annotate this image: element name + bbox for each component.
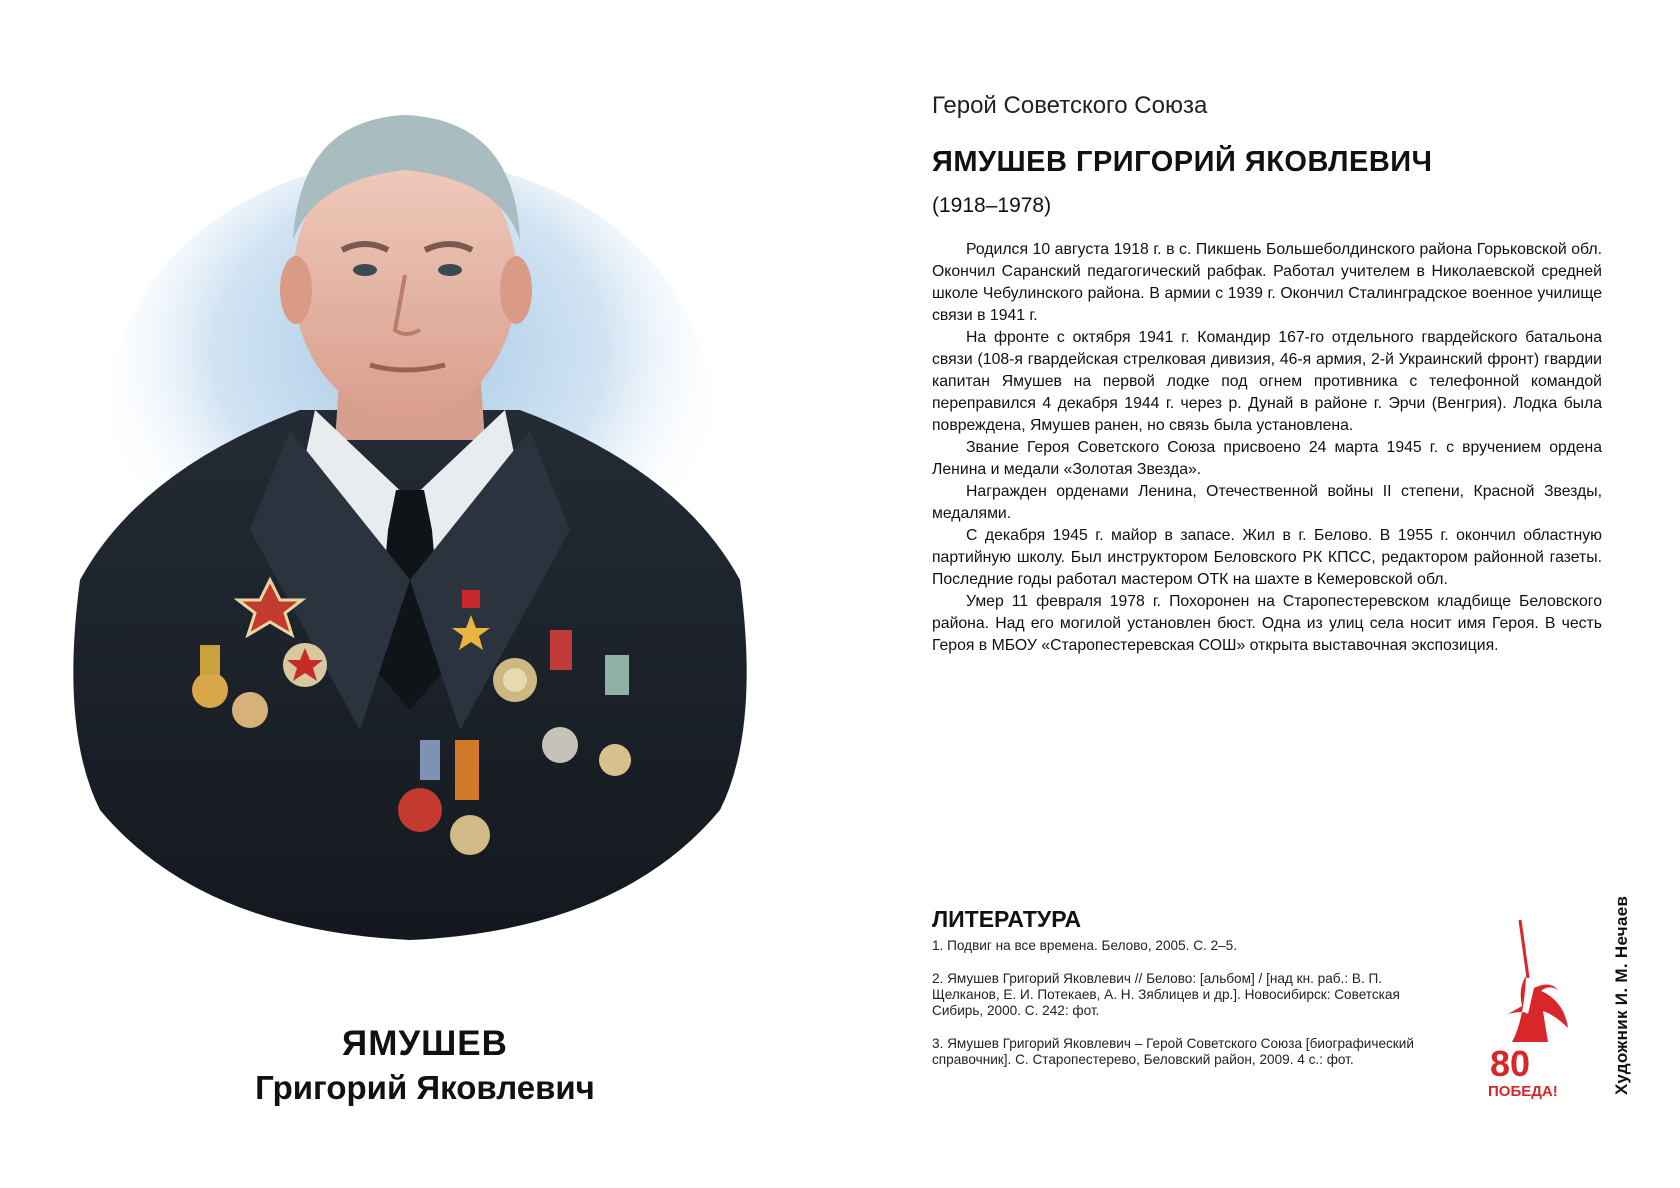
motherland-statue-icon [1488, 918, 1570, 1100]
portrait-painting [60, 110, 760, 990]
literature-item: 1. Подвиг на все времена. Белово, 2005. С. 2–5. [932, 938, 1238, 953]
literature-item: 3. Ямушев Григорий Яковлевич – Герой Советского Союза [биографический справочник]. С. Старопестерево, Беловский район, 2009. 4 с.: фот. [932, 1036, 1414, 1067]
bio-paragraph: На фронте с октября 1941 г. Командир 167-го отдельного гвардейского батальона связи (108-я гвардейская стрелковая дивизия, 46-я армия, 2-й Украинский фронт) гвардии капитан Ямушев на первой лодке под огнем противника с телефонной командой переправился 4 декабря 1944 г. через р. Дунай в районе г. Эрчи (Венгрия). Лодка была повреждена, Ямушев ранен, но связь была установлена. [932, 329, 1602, 434]
literature-item: 2. Ямушев Григорий Яковлевич // Белово: [альбом] / [над кн. раб.: В. П. Щелканов, Е. И. Потекаев, А. Н. Зяблицев и др.]. Новосибирск: Советская Сибирь, 2000. С. 242: фот. [932, 971, 1400, 1018]
literature-heading: ЛИТЕРАТУРА [932, 906, 1082, 932]
literature-list [932, 938, 1432, 1085]
hero-full-name: ЯМУШЕВ ГРИГОРИЙ ЯКОВЛЕВИЧ [932, 146, 1433, 178]
victory-80-logo [1488, 918, 1570, 1100]
artist-credit-text: Художник И. М. Нечаев [1612, 895, 1631, 1095]
order-of-lenin [493, 658, 537, 702]
bio-paragraph: С декабря 1945 г. майор в запасе. Жил в г. Белово. В 1955 г. окончил областную партийную школу. Был инструктором Беловского РК КПСС, редактором районной газеты. Последние годы работал мастером ОТК на шахте в Кемеровской обл. [932, 527, 1602, 588]
bio-paragraph: Умер 11 февраля 1978 г. Похоронен на Старопестеревском кладбище Беловского района. Над его могилой установлен бюст. Одна из улиц села носит имя Героя. В честь Героя в МБОУ «Старопестеревская СОШ» открыта выставочная экспозиция. [932, 593, 1602, 654]
portrait-caption [150, 1022, 700, 1110]
logo-number: 80 [1490, 1043, 1531, 1084]
logo-word: ПОБЕДА! [1488, 1083, 1558, 1100]
hero-title-label: Герой Советского Союза [932, 92, 1208, 119]
bio-paragraph: Звание Героя Советского Союза присвоено 24 марта 1945 г. с вручением ордена Ленина и медали «Золотая Звезда». [932, 439, 1602, 478]
hero-portrait [60, 110, 760, 990]
caption-surname: ЯМУШЕВ [342, 1024, 508, 1063]
bio-paragraph: Награжден орденами Ленина, Отечественной войны II степени, Красной Звезды, медалями. [932, 483, 1602, 522]
caption-given-names: Григорий Яковлевич [255, 1069, 595, 1106]
biography [932, 239, 1602, 657]
life-years: (1918–1978) [932, 194, 1052, 217]
bio-paragraph: Родился 10 августа 1918 г. в с. Пикшень Большеболдинского района Горьковской обл. Окончил Саранский педагогический рабфак. Работал учителем в Николаевской средней школе Чебулинского района. В армии с 1939 г. Окончил Сталинградское военное училище связи в 1941 г. [932, 241, 1602, 324]
order-red-star [283, 643, 327, 687]
